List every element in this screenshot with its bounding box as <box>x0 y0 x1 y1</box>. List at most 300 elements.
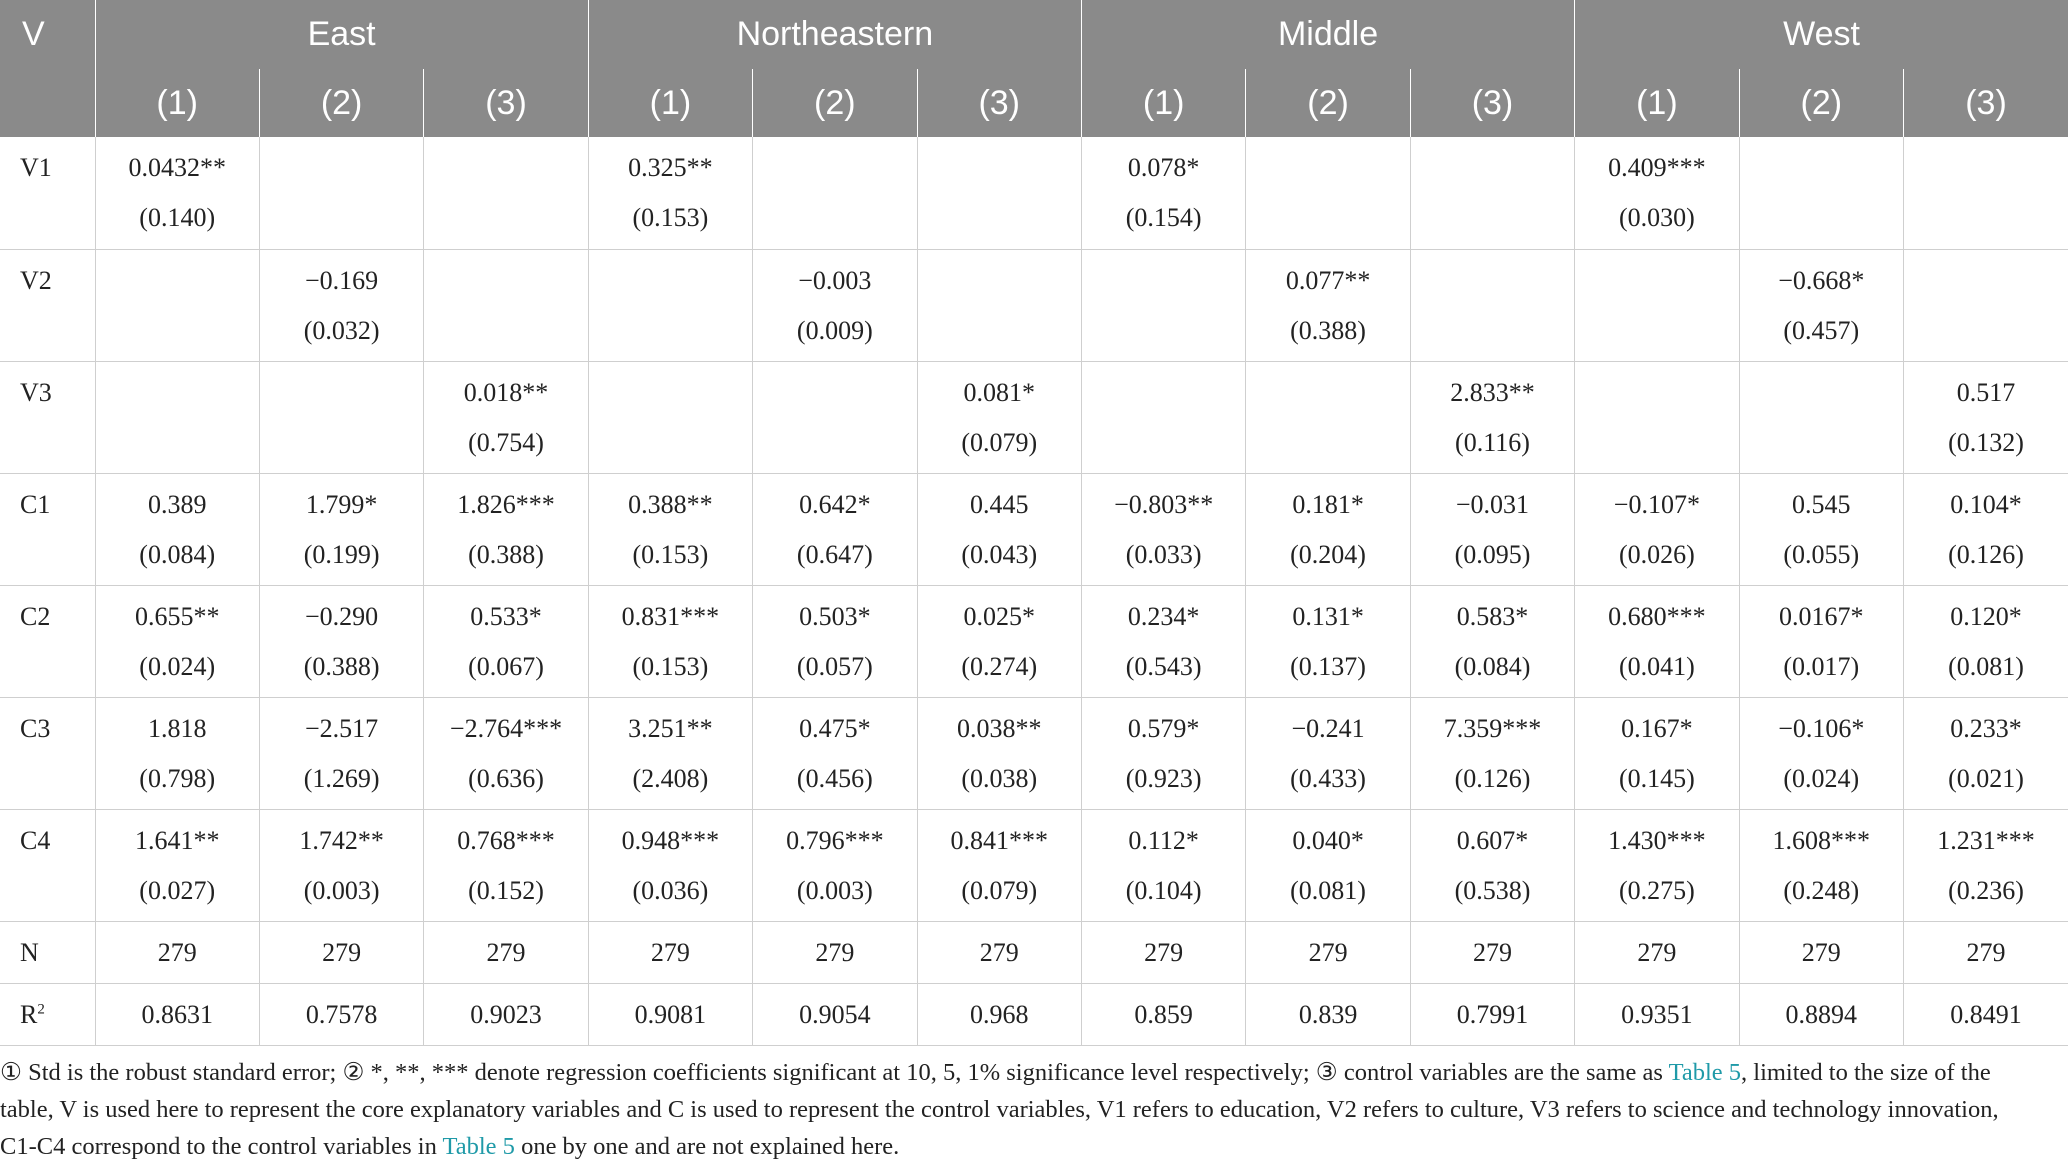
table-cell <box>1904 585 2068 697</box>
standard-error <box>1575 306 1738 356</box>
coefficient: 0.167* <box>1621 713 1693 743</box>
coefficient <box>753 368 916 418</box>
standard-error <box>1411 306 1574 356</box>
table-cell <box>1575 473 1739 585</box>
table-cell <box>1575 809 1739 921</box>
coefficient <box>1246 143 1409 193</box>
table-cell <box>1081 249 1245 361</box>
table-cell <box>1081 809 1245 921</box>
model-header-cell: (1) <box>1575 69 1739 137</box>
table-cell: 279 <box>588 921 752 983</box>
coefficient: 1.826*** <box>457 489 555 519</box>
table-cell <box>1739 249 1903 361</box>
region-header-middle: Middle <box>1081 0 1574 69</box>
table-cell <box>917 585 1081 697</box>
table-cell <box>95 585 259 697</box>
coefficient <box>1246 368 1409 418</box>
standard-error: (0.275) <box>1618 875 1695 905</box>
table-cell <box>917 137 1081 249</box>
table-cell <box>588 585 752 697</box>
coefficient <box>260 143 423 193</box>
standard-error: (0.104) <box>1125 875 1202 905</box>
table-cell <box>1575 697 1739 809</box>
standard-error <box>589 418 752 468</box>
coefficient: 0.655** <box>134 601 220 631</box>
table-cell <box>1904 473 2068 585</box>
standard-error: (0.274) <box>961 651 1038 681</box>
standard-error <box>589 306 752 356</box>
standard-error: (0.038) <box>961 763 1038 793</box>
standard-error: (0.081) <box>1948 651 2024 681</box>
coefficient: 0.768*** <box>457 825 555 855</box>
coefficient: 0.018** <box>463 377 549 407</box>
table-cell <box>95 809 259 921</box>
table-cell <box>1246 809 1410 921</box>
table-cell <box>753 697 917 809</box>
table-cell <box>1410 809 1574 921</box>
standard-error: (0.923) <box>1125 763 1202 793</box>
region-header-east: East <box>95 0 588 69</box>
coefficient <box>260 368 423 418</box>
standard-error <box>1082 306 1245 356</box>
coefficient <box>1411 143 1574 193</box>
table-cell: 279 <box>1081 921 1245 983</box>
standard-error: (1.269) <box>303 763 380 793</box>
r2-label: R <box>20 999 38 1029</box>
standard-error: (2.408) <box>632 763 709 793</box>
table-cell <box>1904 249 2068 361</box>
model-header-cell: (1) <box>588 69 752 137</box>
coefficient <box>1904 256 2068 306</box>
model-header-cell: (2) <box>259 69 423 137</box>
standard-error: (0.132) <box>1948 427 2024 457</box>
model-header-cell: (1) <box>95 69 259 137</box>
coefficient: 0.181* <box>1292 489 1364 519</box>
coefficient: 0.445 <box>969 489 1029 519</box>
table-cell <box>588 361 752 473</box>
coefficient: 0.112* <box>1128 825 1199 855</box>
coefficient <box>1740 368 1903 418</box>
table-cell <box>424 137 588 249</box>
row-label: C1 <box>0 473 95 585</box>
table-cell <box>1739 585 1903 697</box>
table-cell <box>753 361 917 473</box>
coefficient: −2.764*** <box>449 713 563 743</box>
coefficient: 0.948*** <box>621 825 720 855</box>
row-label: V3 <box>0 361 95 473</box>
table-cell <box>259 809 423 921</box>
coefficient <box>918 256 1081 306</box>
table-cell <box>1081 473 1245 585</box>
coefficient: 0.583* <box>1456 601 1529 631</box>
table-row-c3 <box>0 697 2068 809</box>
table-cell <box>259 697 423 809</box>
standard-error <box>424 193 587 243</box>
standard-error: (0.236) <box>1948 875 2024 905</box>
table-cell: 0.859 <box>1081 983 1245 1045</box>
table-cell <box>588 249 752 361</box>
table-cell <box>424 585 588 697</box>
model-header-spacer <box>0 69 95 137</box>
table-cell <box>1246 137 1410 249</box>
variable-header: V <box>0 0 95 69</box>
table-row-c2 <box>0 585 2068 697</box>
coefficient: 0.796*** <box>786 825 884 855</box>
table-cell <box>917 697 1081 809</box>
table-cell <box>95 697 259 809</box>
coefficient <box>589 368 752 418</box>
model-header-cell: (1) <box>1081 69 1245 137</box>
coefficient: −2.517 <box>305 713 379 743</box>
standard-error: (0.154) <box>1125 203 1202 232</box>
standard-error: (0.248) <box>1783 875 1860 905</box>
coefficient: 0.040* <box>1292 825 1364 855</box>
coefficient: −0.290 <box>305 601 379 631</box>
table-cell <box>95 473 259 585</box>
coefficient: 0.545 <box>1792 489 1851 519</box>
table-cell: 279 <box>1575 921 1739 983</box>
standard-error: (0.003) <box>796 875 873 905</box>
model-header-cell: (3) <box>917 69 1081 137</box>
coefficient: 0.078* <box>1127 153 1200 182</box>
table-cell: 279 <box>1739 921 1903 983</box>
standard-error: (0.543) <box>1125 651 1202 681</box>
standard-error: (0.003) <box>303 875 380 905</box>
table-cell <box>588 697 752 809</box>
standard-error: (0.126) <box>1948 539 2024 569</box>
standard-error: (0.199) <box>303 539 380 569</box>
table-cell <box>917 249 1081 361</box>
coefficient <box>1082 368 1245 418</box>
table-cell <box>1410 697 1574 809</box>
table-cell <box>1246 585 1410 697</box>
coefficient: 1.818 <box>147 713 207 743</box>
table-cell <box>95 361 259 473</box>
coefficient: −0.241 <box>1291 713 1365 743</box>
standard-error: (0.153) <box>632 203 709 232</box>
standard-error: (0.433) <box>1290 763 1366 793</box>
standard-error: (0.081) <box>1290 875 1366 905</box>
standard-error: (0.152) <box>468 875 544 905</box>
standard-error: (0.027) <box>139 875 216 905</box>
table-cell: 0.8491 <box>1904 983 2068 1045</box>
standard-error <box>1904 193 2068 243</box>
table-cell: 279 <box>259 921 423 983</box>
coefficient: 3.251** <box>628 713 713 743</box>
coefficient: 0.104* <box>1950 489 2022 519</box>
standard-error <box>260 418 423 468</box>
standard-error: (0.388) <box>468 539 544 569</box>
coefficient: 0.475* <box>799 713 871 743</box>
table-cell <box>917 809 1081 921</box>
standard-error: (0.055) <box>1783 539 1860 569</box>
coefficient: 0.533* <box>470 601 542 631</box>
table-cell: 0.7991 <box>1410 983 1574 1045</box>
coefficient: 1.742** <box>299 825 384 855</box>
table-cell <box>1904 697 2068 809</box>
coefficient <box>1411 256 1574 306</box>
standard-error: (0.026) <box>1618 539 1695 569</box>
standard-error: (0.095) <box>1454 539 1531 569</box>
standard-error <box>1246 418 1409 468</box>
coefficient: 0.409*** <box>1608 153 1706 182</box>
coefficient <box>96 256 259 306</box>
coefficient <box>1082 256 1245 306</box>
table-cell <box>424 473 588 585</box>
coefficient: 0.081* <box>963 377 1035 407</box>
table-cell <box>1575 585 1739 697</box>
row-label: C2 <box>0 585 95 697</box>
table-row-c4 <box>0 809 2068 921</box>
standard-error: (0.538) <box>1454 875 1531 905</box>
table-cell: 0.9081 <box>588 983 752 1045</box>
row-label: V1 <box>0 137 95 249</box>
standard-error: (0.030) <box>1618 203 1695 232</box>
coefficient: 1.608*** <box>1772 825 1871 855</box>
coefficient: 0.388** <box>628 489 713 519</box>
coefficient: 0.120* <box>1950 601 2022 631</box>
table-cell <box>1246 473 1410 585</box>
standard-error <box>96 306 259 356</box>
table-cell <box>1410 249 1574 361</box>
standard-error: (0.798) <box>139 763 216 793</box>
coefficient: 0.579* <box>1127 713 1200 743</box>
coefficient: 1.799* <box>305 489 378 519</box>
standard-error <box>1904 306 2068 356</box>
standard-error: (0.137) <box>1290 651 1366 681</box>
coefficient <box>1904 143 2068 193</box>
coefficient <box>1575 256 1738 306</box>
coefficient: 0.0432** <box>128 153 226 182</box>
region-header-west: West <box>1575 0 2068 69</box>
table-row-v1 <box>0 137 2068 249</box>
standard-error: (0.024) <box>1783 763 1860 793</box>
table-cell: 0.9054 <box>753 983 917 1045</box>
standard-error: (0.043) <box>961 539 1038 569</box>
region-header-northeastern: Northeastern <box>588 0 1081 69</box>
table-cell <box>1246 361 1410 473</box>
standard-error: (0.041) <box>1618 651 1695 681</box>
table-cell: 0.9351 <box>1575 983 1739 1045</box>
coefficient: 0.025* <box>963 601 1035 631</box>
table-cell: 0.8631 <box>95 983 259 1045</box>
table-cell <box>1410 137 1574 249</box>
table-cell <box>917 361 1081 473</box>
table-header <box>0 0 2068 137</box>
coefficient: −0.106* <box>1778 713 1865 743</box>
table-cell: 0.9023 <box>424 983 588 1045</box>
table-cell <box>1081 361 1245 473</box>
model-header-cell: (2) <box>753 69 917 137</box>
standard-error: (0.032) <box>303 315 380 345</box>
model-header-cell: (2) <box>1739 69 1903 137</box>
table-cell <box>588 137 752 249</box>
row-label: N <box>0 921 95 983</box>
table-footnote <box>0 1054 2040 1165</box>
coefficient: 1.231*** <box>1937 825 2035 855</box>
model-header-cell: (3) <box>1904 69 2068 137</box>
standard-error: (0.024) <box>139 651 216 681</box>
standard-error: (0.017) <box>1783 651 1860 681</box>
table-cell <box>259 361 423 473</box>
table-cell <box>1739 361 1903 473</box>
table-cell: 279 <box>917 921 1081 983</box>
table-cell <box>1739 473 1903 585</box>
standard-error: (0.033) <box>1125 539 1202 569</box>
table-row-r2 <box>0 983 2068 1045</box>
coefficient: 0.841*** <box>950 825 1048 855</box>
standard-error <box>753 193 916 243</box>
coefficient: 0.642* <box>799 489 871 519</box>
table-cell <box>1410 473 1574 585</box>
table-cell <box>95 249 259 361</box>
table-row-v2 <box>0 249 2068 361</box>
standard-error: (0.126) <box>1454 763 1531 793</box>
coefficient <box>1740 143 1903 193</box>
table-cell <box>1246 249 1410 361</box>
standard-error: (0.636) <box>468 763 544 793</box>
table-body <box>0 137 2068 1045</box>
table-cell <box>424 361 588 473</box>
standard-error <box>753 418 916 468</box>
standard-error <box>96 418 259 468</box>
coefficient: −0.803** <box>1114 489 1214 519</box>
standard-error: (0.021) <box>1948 763 2024 793</box>
coefficient: 0.680*** <box>1608 601 1706 631</box>
table-cell <box>1410 361 1574 473</box>
coefficient: 1.430*** <box>1608 825 1706 855</box>
table-cell <box>1081 137 1245 249</box>
table-cell: 0.8894 <box>1739 983 1903 1045</box>
table-cell <box>1739 137 1903 249</box>
standard-error: (0.140) <box>139 203 216 232</box>
coefficient <box>1575 368 1738 418</box>
table-cell <box>1575 361 1739 473</box>
row-label: C3 <box>0 697 95 809</box>
standard-error <box>1246 193 1409 243</box>
coefficient: 0.233* <box>1950 713 2022 743</box>
coefficient: 0.831*** <box>621 601 720 631</box>
standard-error: (0.456) <box>796 763 873 793</box>
standard-error: (0.145) <box>1618 763 1695 793</box>
coefficient: −0.169 <box>305 265 379 295</box>
row-label: V2 <box>0 249 95 361</box>
row-label-r2 <box>0 983 95 1045</box>
table-cell <box>95 137 259 249</box>
row-label: C4 <box>0 809 95 921</box>
table-cell <box>753 809 917 921</box>
standard-error: (0.079) <box>961 427 1038 457</box>
standard-error: (0.754) <box>468 427 544 457</box>
standard-error <box>1411 193 1574 243</box>
standard-error: (0.079) <box>961 875 1038 905</box>
standard-error: (0.084) <box>1454 651 1531 681</box>
standard-error <box>918 306 1081 356</box>
table-cell <box>1575 137 1739 249</box>
coefficient: 0.517 <box>1956 377 2016 407</box>
coefficient <box>424 256 587 306</box>
coefficient <box>918 143 1081 193</box>
table-cell <box>1904 137 2068 249</box>
table-cell <box>753 585 917 697</box>
table-cell: 279 <box>1904 921 2068 983</box>
table-cell <box>259 249 423 361</box>
standard-error <box>260 193 423 243</box>
coefficient: 2.833** <box>1450 377 1535 407</box>
table-cell: 0.968 <box>917 983 1081 1045</box>
coefficient: 0.131* <box>1292 601 1364 631</box>
table-cell <box>1246 697 1410 809</box>
standard-error: (0.647) <box>796 539 873 569</box>
standard-error: (0.084) <box>139 539 216 569</box>
standard-error: (0.388) <box>303 651 380 681</box>
coefficient: −0.107* <box>1613 489 1700 519</box>
coefficient: 0.503* <box>799 601 871 631</box>
table-cell <box>259 585 423 697</box>
table-row-c1 <box>0 473 2068 585</box>
standard-error: (0.153) <box>632 651 709 681</box>
coefficient: 0.038** <box>956 713 1042 743</box>
coefficient: −0.003 <box>798 265 872 295</box>
standard-error: (0.388) <box>1290 315 1366 345</box>
coefficient: 1.641** <box>134 825 220 855</box>
coefficient: 0.607* <box>1456 825 1529 855</box>
table-cell: 279 <box>424 921 588 983</box>
standard-error <box>918 193 1081 243</box>
table-cell <box>1081 697 1245 809</box>
footnote-text-1: ① Std is the robust standard error; ② *, **, *** denote regression coefficients significant at 10, 5, 1% significance level respectively; ③ control variables are the same as <box>0 1059 1669 1086</box>
table-cell <box>1904 361 2068 473</box>
coefficient: 0.0167* <box>1779 601 1864 631</box>
table-cell <box>259 137 423 249</box>
coefficient <box>753 143 916 193</box>
table-cell <box>424 809 588 921</box>
table-cell <box>753 137 917 249</box>
standard-error <box>1082 418 1245 468</box>
table-cell <box>1410 585 1574 697</box>
footnote-text-2: , limited to the size of the table, V is used here to represent the core explanatory variables and C is used to represent the control variables, V1 refers to education, V2 refers to culture, V3 refers to science and technology innovation, C1-C4 correspond to the control variables in <box>0 1059 1999 1160</box>
table-cell: 279 <box>1410 921 1574 983</box>
standard-error: (0.457) <box>1783 315 1860 345</box>
table-cell: 0.839 <box>1246 983 1410 1045</box>
coefficient <box>96 368 259 418</box>
table-row-v3 <box>0 361 2068 473</box>
table-cell <box>1081 585 1245 697</box>
table-5-link-2[interactable]: Table 5 <box>442 1133 515 1160</box>
table-cell <box>753 473 917 585</box>
table-cell <box>259 473 423 585</box>
table-cell <box>1739 809 1903 921</box>
table-5-link[interactable]: Table 5 <box>1668 1059 1742 1086</box>
standard-error: (0.036) <box>632 875 709 905</box>
table-cell: 279 <box>753 921 917 983</box>
table-cell: 0.7578 <box>259 983 423 1045</box>
table-cell <box>1739 697 1903 809</box>
model-header-cell: (3) <box>424 69 588 137</box>
region-header-row <box>0 0 2068 69</box>
coefficient: 0.077** <box>1285 265 1371 295</box>
table-cell <box>917 473 1081 585</box>
table-cell <box>424 697 588 809</box>
table-cell: 279 <box>95 921 259 983</box>
standard-error: (0.153) <box>632 539 709 569</box>
r2-superscript: 2 <box>37 1000 45 1017</box>
standard-error <box>1740 193 1903 243</box>
coefficient: −0.668* <box>1778 265 1865 295</box>
model-header-row <box>0 69 2068 137</box>
table-cell <box>588 473 752 585</box>
standard-error: (0.057) <box>796 651 873 681</box>
